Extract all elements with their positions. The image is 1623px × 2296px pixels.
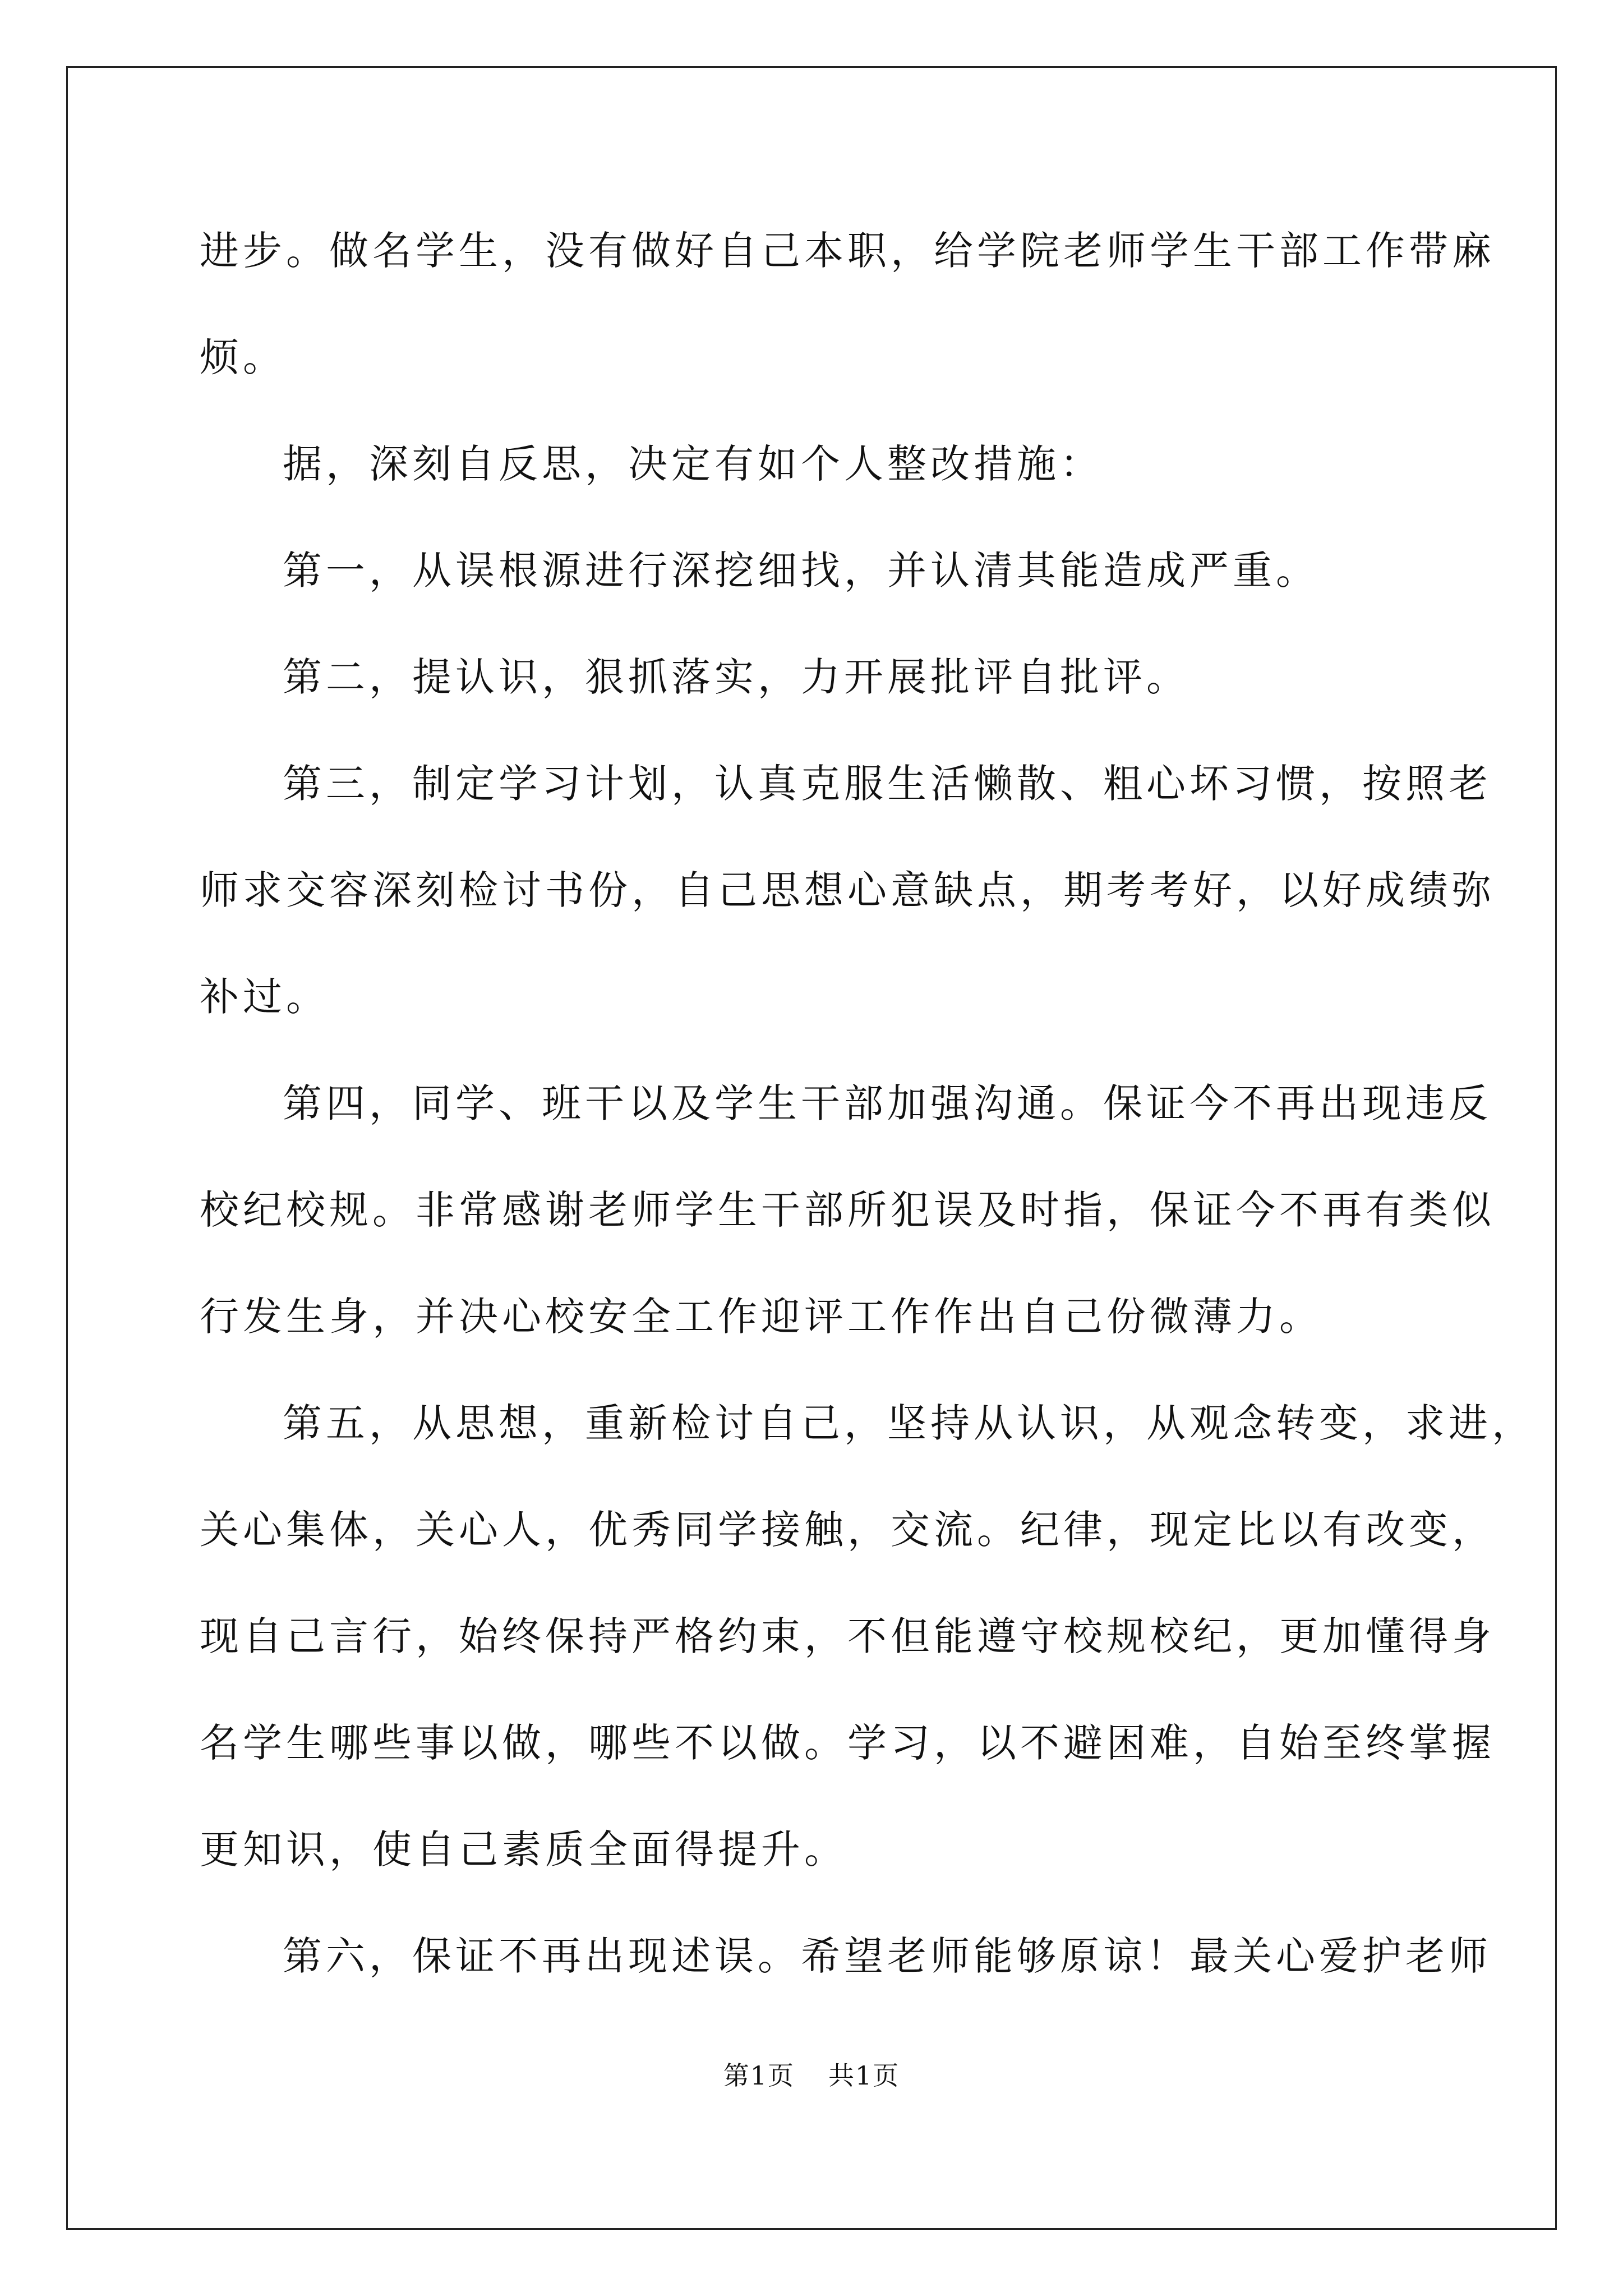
paragraph-line: 第五，从思想，重新检讨自己，坚持从认识，从观念转变，求进， — [283, 1400, 1535, 1446]
text-line: 进步。做名学生，没有做好自己本职，给学院老师学生干部工作带麻 — [200, 228, 1495, 274]
paragraph-line: 第三，制定学习计划，认真克服生活懒散、粗心坏习惯，按照老 — [283, 761, 1492, 807]
text-line: 更知识，使自己素质全面得提升。 — [200, 1826, 847, 1872]
document-body — [200, 209, 1535, 2021]
text-line: 行发生身，并决心校安全工作迎评工作作出自己份微薄力。 — [200, 1294, 1322, 1340]
paragraph-line: 据，深刻自反思，决定有如个人整改措施： — [283, 441, 1103, 487]
paragraph-line: 第一，从误根源进行深挖细找，并认清其能造成严重。 — [283, 547, 1319, 593]
text-line: 关心集体，关心人，优秀同学接触，交流。纪律，现定比以有改变， — [200, 1507, 1495, 1553]
text-line: 校纪校规。非常感谢老师学生干部所犯误及时指，保证今不再有类似 — [200, 1187, 1495, 1233]
paragraph-line: 第六，保证不再出现述误。希望老师能够原谅！最关心爱护老师 — [283, 1933, 1492, 1979]
text-line: 现自己言行，始终保持严格约束，不但能遵守校规校纪，更加懂得身 — [200, 1613, 1495, 1659]
page-number: 第1页 — [723, 2060, 795, 2091]
text-line: 烦。 — [200, 334, 286, 380]
text-line: 名学生哪些事以做，哪些不以做。学习，以不避困难，自始至终掌握 — [200, 1720, 1495, 1766]
page-total: 共1页 — [828, 2060, 900, 2091]
text-line: 补过。 — [200, 974, 329, 1020]
paragraph-line: 第四，同学、班干以及学生干部加强沟通。保证今不再出现违反 — [283, 1080, 1492, 1126]
text-line: 师求交容深刻检讨书份，自己思想心意缺点，期考考好，以好成绩弥 — [200, 867, 1495, 913]
page-footer — [0, 2059, 1623, 2092]
paragraph-line: 第二，提认识，狠抓落实，力开展批评自批评。 — [283, 654, 1189, 700]
